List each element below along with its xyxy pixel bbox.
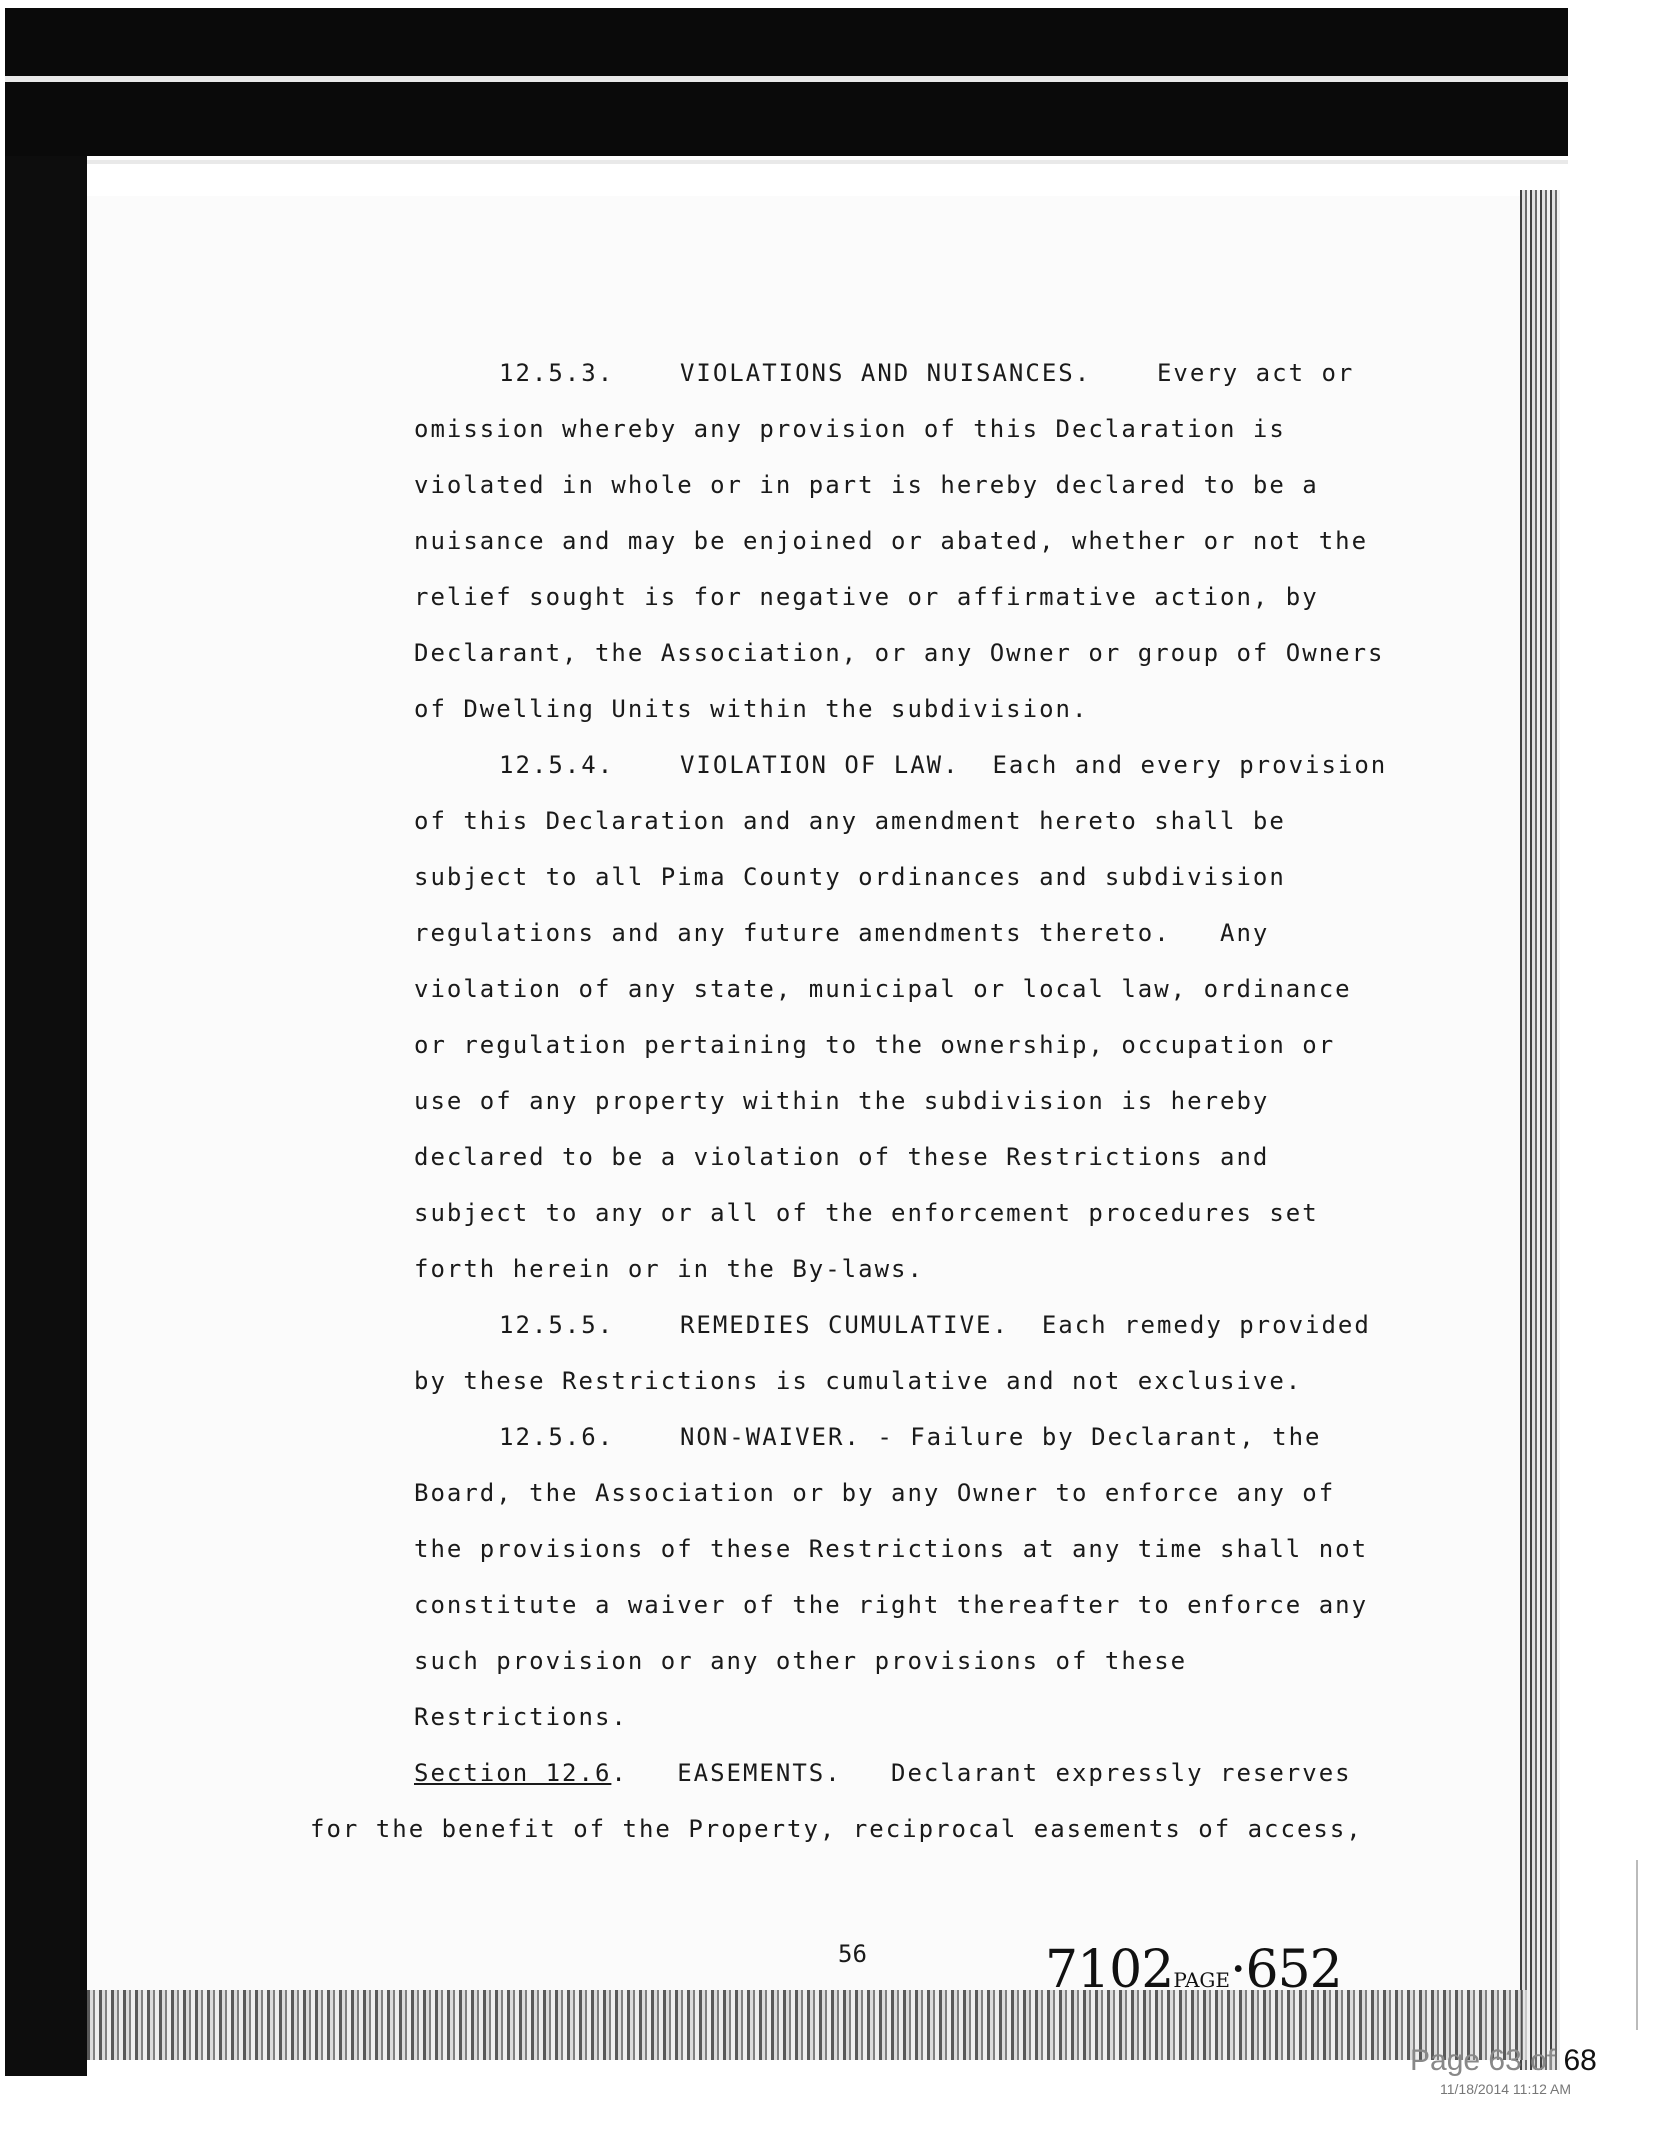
document-line: declared to be a violation of these Restrictions and [414,1143,1270,1171]
document-line: Declarant, the Association, or any Owner or group of Owners [414,639,1385,667]
document-line: 12.5.6. NON-WAIVER. - Failure by Declarant, the [499,1423,1322,1451]
document-line: forth herein or in the By-laws. [414,1255,924,1283]
document-line: 12.5.4. VIOLATION OF LAW. Each and every provision [499,751,1388,779]
page-number: 56 [838,1940,867,1968]
document-line: use of any property within the subdivision is hereby [414,1087,1270,1115]
document-line: relief sought is for negative or affirmative action, by [414,583,1319,611]
document-line-final: for the benefit of the Property, reciprocal easements of access, [310,1815,1363,1843]
scan-top-border [5,8,1568,156]
page-counter-prefix: Page 63 of [1410,2044,1556,2077]
page-counter-total: 68 [1563,2044,1597,2077]
document-line: omission whereby any provision of this Declaration is [414,415,1286,443]
document-line: nuisance and may be enjoined or abated, whether or not the [414,527,1369,555]
book-page-number: 652 [1245,1940,1342,2000]
print-timestamp: 11/18/2014 11:12 AM [1440,2081,1572,2097]
page-divider [1636,1860,1638,2030]
document-line: constitute a waiver of the right thereafter to enforce any [414,1591,1369,1619]
book-page-label: PAGE [1173,1968,1230,1992]
document-body [310,345,1422,1857]
document-line: regulations and any future amendments thereto. Any [414,919,1270,947]
document-line: the provisions of these Restrictions at any time shall not [414,1535,1369,1563]
document-line: such provision or any other provisions of these [414,1647,1188,1675]
scan-top-rule [5,76,1568,82]
document-line: 12.5.5. REMEDIES CUMULATIVE. Each remedy provided [499,1311,1371,1339]
document-line: of this Declaration and any amendment hereto shall be [414,807,1286,835]
document-line: Board, the Association or by any Owner to enforce any of [414,1479,1336,1507]
section-heading: Section 12.6 [414,1759,612,1787]
scan-top-rule-lower [5,160,1568,164]
document-line: of Dwelling Units within the subdivision. [414,695,1089,723]
section-heading-line [414,1745,1422,1801]
document-line: subject to any or all of the enforcement procedures set [414,1199,1319,1227]
document-line: violated in whole or in part is hereby declared to be a [414,471,1319,499]
scan-bottom-noise [87,1990,1527,2060]
document-line: Restrictions. [414,1703,628,1731]
document-line: violation of any state, municipal or local law, ordinance [414,975,1352,1003]
scan-right-noise [1520,190,1560,2070]
page-counter [1410,2044,1597,2078]
section-heading-rest: . EASEMENTS. Declarant expressly reserves [611,1759,1352,1787]
document-line: 12.5.3. VIOLATIONS AND NUISANCES. Every act or [499,359,1355,387]
book-number: 7102 [1045,1940,1174,2000]
document-line: or regulation pertaining to the ownership, occupation or [414,1031,1336,1059]
scan-left-border [5,156,87,2076]
document-line: subject to all Pima County ordinances and subdivision [414,863,1286,891]
document-line: by these Restrictions is cumulative and not exclusive. [414,1367,1303,1395]
recording-stamp: 7102PAGE·652 [1045,1940,1342,2000]
